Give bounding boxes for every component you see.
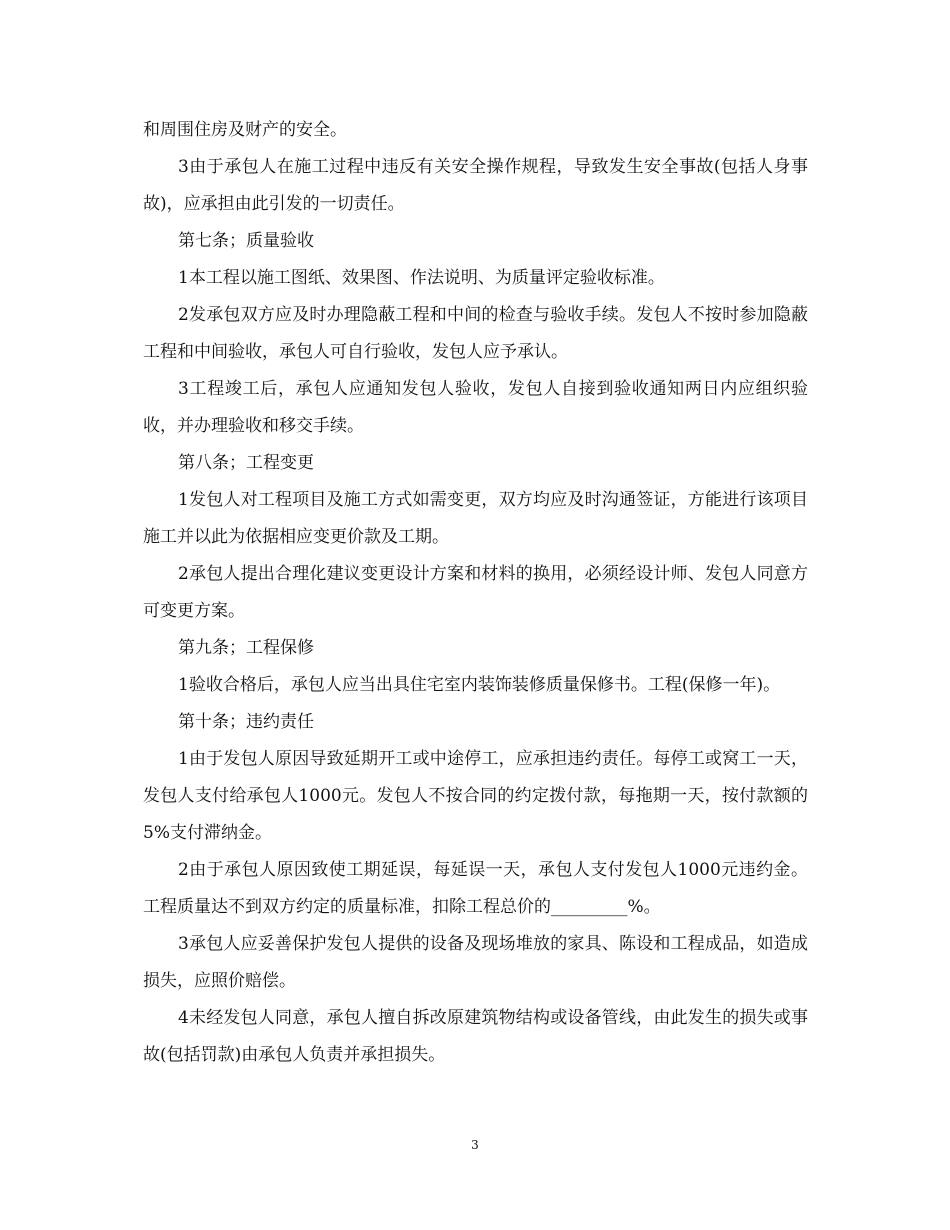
paragraph-clause-10-4: 4未经发包人同意，承包人擅自拆改原建筑物结构或设备管线，由此发生的损失或事故(包括罚款)由承包人负责并承担损失。 (143, 1008, 808, 1065)
document-body (143, 112, 808, 1074)
page-number: 3 (471, 1138, 479, 1152)
paragraph-clause-8-2: 2承包人提出合理化建议变更设计方案和材料的换用，必须经设计师、发包人同意方可变更方案。 (143, 564, 808, 621)
heading-article-8: 第八条；工程变更 (178, 453, 314, 473)
paragraph-clause-7-2: 2发承包双方应及时办理隐蔽工程和中间的检查与验收手续。发包人不按时参加隐蔽工程和中间验收，承包人可自行验收，发包人应予承认。 (143, 305, 808, 362)
paragraph-clause-10-2: 2由于承包人原因致使工期延误，每延误一天，承包人支付发包人1000元违约金。工程质量达不到双方约定的质量标准，扣除工程总价的_________%。 (143, 860, 808, 917)
paragraph-clause-10-1: 1由于发包人原因导致延期开工或中途停工，应承担违约责任。每停工或窝工一天，发包人支付给承包人1000元。发包人不按合同的约定拨付款，每拖期一天，按付款额的5%支付滞纳金。 (143, 749, 808, 843)
paragraph-continuation: 和周围住房及财产的安全。 (143, 120, 347, 140)
heading-article-9: 第九条；工程保修 (178, 638, 314, 658)
paragraph-clause-8-1: 1发包人对工程项目及施工方式如需变更，双方均应及时沟通签证，方能进行该项目施工并以此为依据相应变更价款及工期。 (143, 490, 808, 547)
paragraph-clause-7-3: 3工程竣工后，承包人应通知发包人验收，发包人自接到验收通知两日内应组织验收，并办理验收和移交手续。 (143, 379, 808, 436)
heading-article-10: 第十条；违约责任 (178, 712, 314, 732)
paragraph-clause-9-1: 1验收合格后，承包人应当出具住宅室内装饰装修质量保修书。工程(保修一年)。 (178, 675, 781, 695)
heading-article-7: 第七条；质量验收 (178, 231, 314, 251)
paragraph-clause-10-3: 3承包人应妥善保护发包人提供的设备及现场堆放的家具、陈设和工程成品，如造成损失，应照价赔偿。 (143, 934, 808, 991)
paragraph-clause-7-1: 1本工程以施工图纸、效果图、作法说明、为质量评定验收标准。 (178, 268, 665, 288)
paragraph-clause-6-3: 3由于承包人在施工过程中违反有关安全操作规程，导致发生安全事故(包括人身事故)，应承担由此引发的一切责任。 (143, 157, 808, 214)
